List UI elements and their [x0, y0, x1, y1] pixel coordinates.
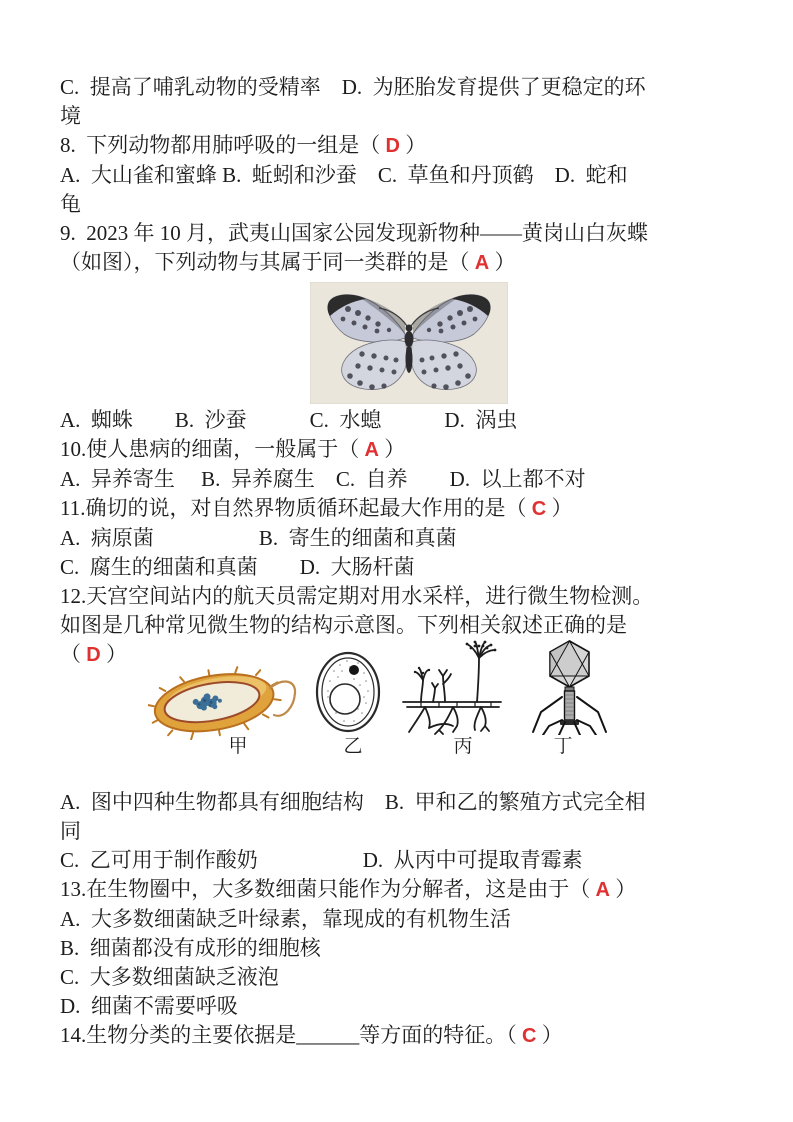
- q9-stem-line-2: [60, 248, 769, 278]
- q12-paren-open: （: [60, 642, 87, 666]
- q12-options-overflow-line: 同: [60, 819, 81, 843]
- q11-options-ab-line: A. 病原菌 B. 寄生的细菌和真菌: [60, 526, 457, 550]
- q12-options-cd-line: C. 乙可用于制作酸奶 D. 从丙中可提取青霉素: [60, 848, 583, 872]
- q13-stem-close: ）: [609, 877, 637, 901]
- q13-answer: A: [595, 879, 610, 901]
- yeast-illustration: [314, 651, 382, 733]
- q9-options-line: A. 蜘蛛 B. 沙蚕 C. 水螅 D. 涡虫: [60, 408, 518, 432]
- q13-stem-line: [60, 875, 769, 905]
- q8-answer: D: [385, 135, 400, 157]
- q13-option-a-line: A. 大多数细菌缺乏叶绿素，靠现成的有机物生活: [60, 907, 511, 931]
- q8-options-overflow-line: 龟: [60, 192, 81, 216]
- butterfly-figure: [310, 282, 508, 404]
- q11-stem-close: ）: [546, 496, 573, 520]
- q12-stem-line-1: 12.天宫空间站内的航天员需定期对用水采样，进行微生物检测。: [60, 584, 654, 608]
- bacteriophage-illustration: [529, 640, 610, 735]
- q10-answer: A: [364, 439, 379, 461]
- q14-stem-text: 14.生物分类的主要依据是______等方面的特征。（: [60, 1023, 522, 1047]
- q12-paren-close: ）: [100, 642, 127, 666]
- q13-option-b-line: B. 细菌都没有成形的细胞核: [60, 936, 321, 960]
- microbe-label-yi: 乙: [343, 736, 363, 757]
- q9-answer: A: [474, 252, 490, 274]
- q11-stem-text: 11.确切的说，对自然界物质循环起最大作用的是（: [60, 496, 532, 520]
- q11-options-cd-line: C. 腐生的细菌和真菌 D. 大肠杆菌: [60, 555, 415, 579]
- q14-stem-close: ）: [536, 1023, 563, 1047]
- q13-option-d-line: D. 细菌不需要呼吸: [60, 994, 238, 1018]
- q11-answer: C: [531, 498, 547, 520]
- microbe-label-ding: 丁: [553, 736, 573, 757]
- microbe-label-jia: 甲: [228, 736, 248, 757]
- q10-stem-text: 10.使人患病的细菌，一般属于（: [60, 437, 365, 461]
- q12-stem-line-2: 如图是几种常见微生物的结构示意图。下列相关叙述正确的是: [60, 613, 627, 637]
- q8-options-line: A. 大山雀和蜜蜂 B. 蚯蚓和沙蚕 C. 草鱼和丹顶鹤 D. 蛇和: [60, 163, 628, 187]
- phage-baseplate: [560, 720, 579, 725]
- q10-stem-close: ）: [378, 437, 406, 461]
- butterfly-photo: [310, 282, 508, 404]
- q9-stem-line-1: 9. 2023 年 10 月，武夷山国家公园发现新物种——黄岗山白灰蝶: [60, 221, 648, 245]
- q8-stem-line: [60, 131, 769, 161]
- microbe-label-bing: 丙: [453, 736, 473, 757]
- q12-answer-line: [60, 640, 127, 670]
- q8-stem-text: 8. 下列动物都用肺呼吸的一组是（: [60, 133, 386, 157]
- q12-answer: D: [86, 644, 101, 666]
- q7-options-cd-line: C. 提高了哺乳动物的受精率 D. 为胚胎发育提供了更稳定的环: [60, 75, 646, 99]
- mold-conidia: [414, 641, 497, 675]
- q14-answer: C: [522, 1025, 537, 1047]
- q9-stem-text: （如图），下列动物与其属于同一类群的是（: [60, 250, 475, 274]
- q11-stem-line: [60, 494, 769, 524]
- yeast-nucleus: [349, 665, 359, 675]
- q9-stem-close: ）: [489, 250, 516, 274]
- q13-stem-text: 13.在生物圈中，大多数细菌只能作为分解者，这是由于（: [60, 877, 596, 901]
- bacterium-illustration: [148, 663, 300, 740]
- q10-options-line: A. 异养寄生 B. 异养腐生 C. 自养 D. 以上都不对: [60, 467, 586, 491]
- q14-stem-line: [60, 1021, 769, 1051]
- mold-hyphae: [403, 642, 501, 734]
- mold-illustration: [401, 640, 503, 735]
- q8-stem-close: ）: [399, 133, 427, 157]
- yeast-vacuole: [330, 684, 360, 714]
- q10-stem-line: [60, 435, 769, 465]
- bacterium-cell: [148, 663, 285, 740]
- q7-overflow-line: 境: [60, 104, 81, 128]
- q13-option-c-line: C. 大多数细菌缺乏液泡: [60, 965, 279, 989]
- q12-figure: [60, 640, 769, 763]
- q12-options-ab-line: A. 图中四种生物都具有细胞结构 B. 甲和乙的繁殖方式完全相: [60, 790, 646, 814]
